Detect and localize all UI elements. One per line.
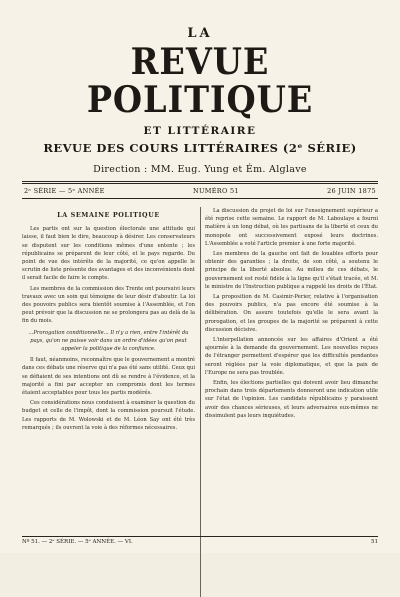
issue-info-bar: [22, 184, 378, 198]
bottom-rule: [22, 198, 378, 199]
quote: ...Prorogation conditionnelle... Il n'y a rien, entre l'intérêt du pays, qu'on ne puisse voir dans un ordre d'idées qu'on peut appeler la politique de la confiance.: [28, 329, 189, 353]
paragraph: L'interpellation annoncée sur les affaires d'Orient a été ajournée à la demande du gouvernement. Les nouvelles reçues de l'étranger permettent d'espérer que les difficultés pendantes seront réglées par la voie diplomatique, et que la paix de l'Europe ne sera pas troublée.: [205, 337, 378, 376]
paragraph: Ces considérations nous conduisent à examiner la question du budget et celle de l'impôt, dont la commission poursuit l'étude. Les rapports de M. Wolowski et de M. Léon Say ont été très remarqués ; ils ouvrent la voie à des réformes nécessaires.: [22, 400, 195, 431]
page-number: 51: [371, 539, 378, 545]
masthead-title: REVUE POLITIQUE: [86, 41, 314, 121]
section-title: LA SEMAINE POLITIQUE: [57, 211, 160, 219]
masthead-series: REVUE DES COURS LITTÉRAIRES (2ᵉ SÉRIE): [43, 141, 357, 155]
paragraph: Les membres de la commission des Trente ont poursuivi leurs travaux avec un soin qui témoigne de leur désir d'aboutir. La loi des pouvoirs publics sera bientôt soumise à l'Assemblée, et l'on peut prévoir que la discussion ne se prolongera pas au delà de la fin du mois.: [22, 285, 195, 325]
paragraph: Enfin, les élections partielles qui doivent avoir lieu dimanche prochain dans trois départements donneront une indication utile sur l'état de l'opinion. Les candidats républicains y paraissent avoir des chances sérieuses, et leurs adversaires eux-mêmes ne dissimulent pas leurs inquiétudes.: [205, 380, 378, 419]
issue-date: 26 JUIN 1875: [327, 187, 376, 195]
masthead-article: LA: [187, 26, 213, 41]
paragraph: Il faut, néanmoins, reconnaître que le gouvernement a montré dans ces débats une réserve qui n'a pas été sans utilité. Ceux qui se défiaient de ses intentions ont dû se rendre à l'évidence, et la majorité a fini par accepter un compromis dont les termes étaient acceptables pour tous les partis modérés.: [22, 357, 195, 397]
issue-series: 2ᵉ SÉRIE — 5ᵉ ANNÉE: [24, 187, 105, 195]
masthead-subtitle: ET LITTÉRAIRE: [143, 125, 257, 137]
paragraph: Les membres de la gauche ont fait de louables efforts pour obtenir des garanties ; la droite, de son côté, a soutenu le principe de la liberté absolue. Au milieu de ces débats, le gouvernement est resté fidèle à la ligne qu'il s'était tracée, et M. le ministre de l'Instruction publique a rappelé les droits de l'État.: [205, 251, 378, 290]
paragraph: Les partis ont sur la question électorale une attitude qui laisse, il faut bien le dire, beaucoup à désirer. Les conservateurs se disputent sur les conditions mêmes d'une entente ; les républicains se préparent de leur côté, et le pays regarde. Du point de vue des intérêts de la majorité, ce qu'on appelle le scrutin de liste présente des avantages et des inconvénients dont il serait facile de faire le compte.: [22, 226, 195, 282]
issue-number: NUMÉRO 51: [193, 187, 239, 195]
paragraph: La discussion du projet de loi sur l'enseignement supérieur a été reprise cette semaine. Le rapport de M. Laboulaye a fourni matière à un long débat, où les partisans de la liberté et ceux du monopole ont successivement exposé leurs doctrines. L'Assemblée a voté l'article premier à une forte majorité.: [205, 208, 378, 247]
paragraph: La proposition de M. Casimir-Perier, relative à l'organisation des pouvoirs publics, n'a pas encore été soumise à la délibération. On assure toutefois qu'elle le sera avant la prorogation, et les groupes de la majorité se préparent à cette discussion décisive.: [205, 294, 378, 333]
page-footer: [22, 536, 378, 545]
footer-issue: Nº 51. — 2ᵉ SÉRIE. — 5ᵉ ANNÉE. — VI.: [22, 539, 133, 545]
direction-line: Direction : MM. Eug. Yung et Ém. Alglave: [93, 164, 307, 175]
